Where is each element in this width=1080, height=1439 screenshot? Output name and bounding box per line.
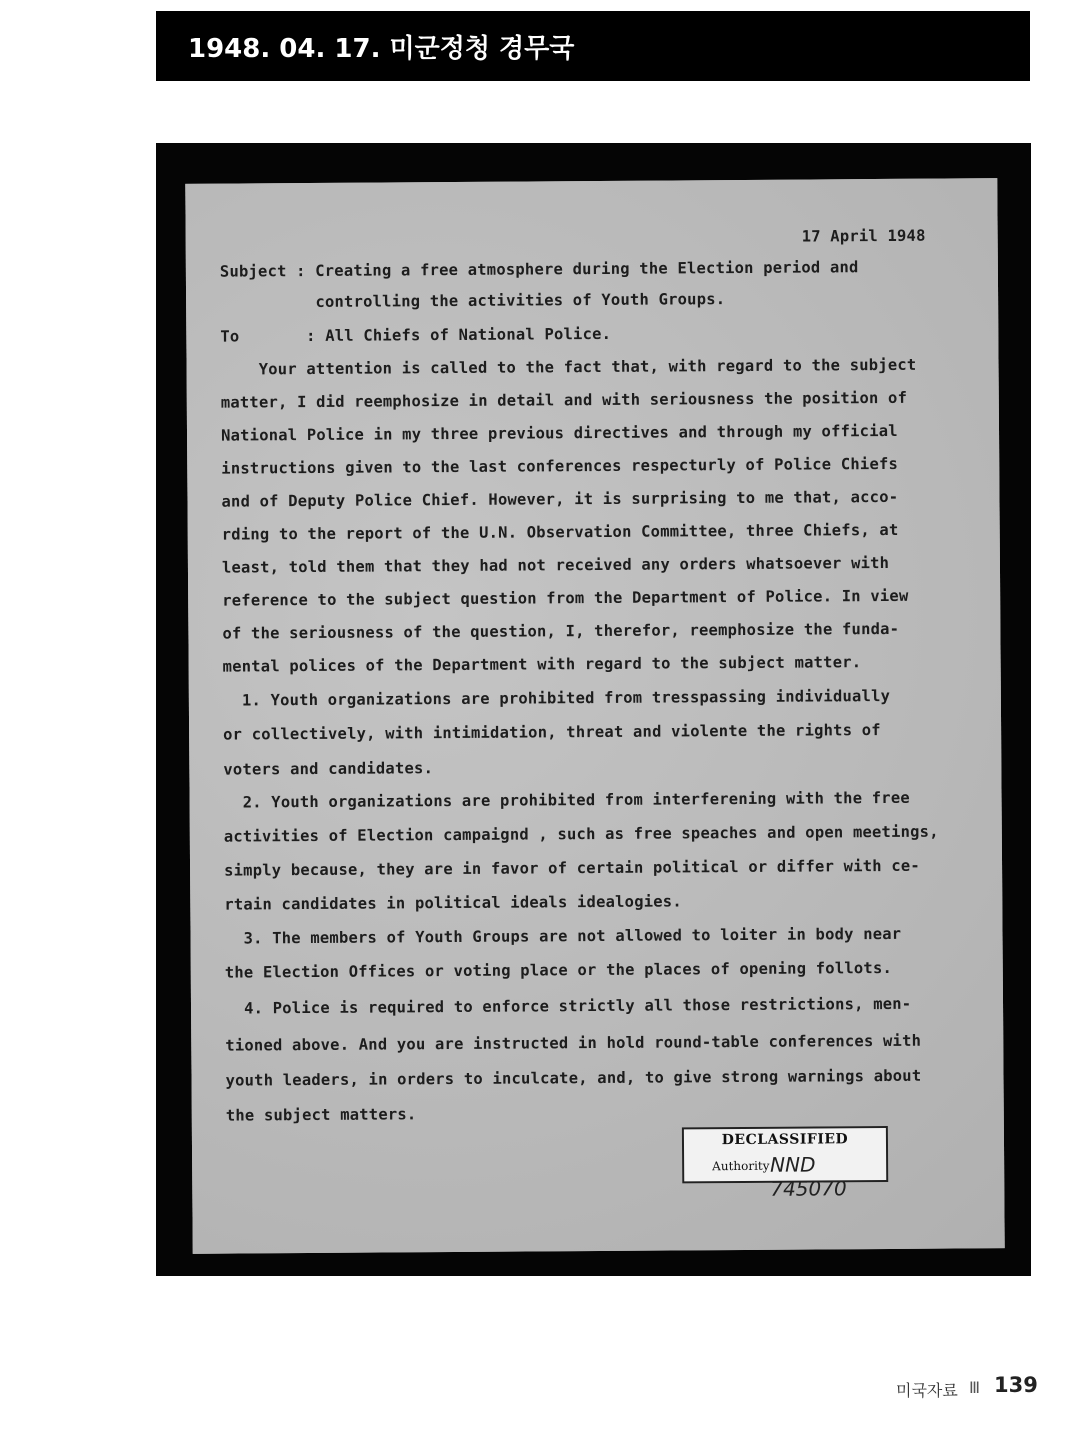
footer-separator: Ⅲ (969, 1378, 981, 1397)
letter-line: 3. The members of Youth Groups are not allowed to loiter in body near (224, 924, 902, 948)
letter-line: voters and candidates. (223, 759, 434, 779)
letter-line: matter, I did reemphosize in detail and with seriousness the position of (220, 388, 908, 412)
declassified-stamp (682, 1126, 888, 1201)
letter-line: rding to the report of the U.N. Observation Committee, three Chiefs, at (221, 520, 899, 544)
typed-letter (185, 178, 1004, 1254)
letter-line: rtain candidates in political ideals idealogies. (224, 892, 682, 914)
letter-line: Your attention is called to the fact that, with regard to the subject (220, 355, 917, 379)
header-bar (156, 11, 1030, 81)
letter-line: of the seriousness of the question, I, therefor, reemphosize the funda- (222, 619, 900, 643)
letter-line: the Election Offices or voting place or the places of opening follots. (224, 958, 893, 982)
footer-section-label: 미국자료 (896, 1381, 958, 1400)
letter-line: instructions given to the last conferences respecturly of Police Chiefs (221, 454, 899, 478)
letter-line: or collectively, with intimidation, threat and violente the rights of (223, 721, 881, 744)
stamp-authority-value: NND 745070 (770, 1152, 847, 1201)
letter-line: Subject : Creating a free atmosphere during the Election period and (219, 258, 859, 281)
page-number: 139 (994, 1373, 1038, 1397)
letter-line: youth leaders, in orders to inculcate, and, to give strong warnings about (225, 1066, 922, 1090)
letter-line: simply because, they are in favor of certain political or differ with ce- (224, 856, 920, 880)
letter-line: National Police in my three previous directives and through my official (220, 421, 898, 445)
letter-line: activities of Election campaignd , such as free speaches and open meetings, (223, 822, 939, 846)
page-title: 1948. 04. 17. 미군정청 경무국 (188, 33, 575, 64)
letter-line: tioned above. And you are instructed in hold round-table conferences with (225, 1031, 922, 1055)
stamp-title: DECLASSIFIED (721, 1131, 849, 1149)
letter-line: 1. Youth organizations are prohibited from tresspassing individually (222, 686, 891, 710)
letter-line: reference to the subject question from the Department of Police. In view (222, 586, 909, 610)
letter-line: 2. Youth organizations are prohibited from interferening with the free (223, 788, 910, 812)
letter-line: least, told them that they had not received any orders whatsoever with (221, 553, 890, 577)
document-photo (156, 143, 1031, 1276)
letter-line: the subject matters. (225, 1105, 417, 1125)
letter-line: mental polices of the Department with regard to the subject matter. (222, 653, 862, 676)
letter-line: controlling the activities of Youth Groups. (220, 290, 726, 312)
letter-date: 17 April 1948 (801, 226, 926, 246)
stamp-authority-label: Authority (712, 1158, 770, 1174)
letter-line: and of Deputy Police Chief. However, it is surprising to me that, acco- (221, 487, 899, 511)
letter-line: To : All Chiefs of National Police. (220, 324, 612, 346)
letter-line: 4. Police is required to enforce strictly all those restrictions, men- (224, 994, 912, 1018)
